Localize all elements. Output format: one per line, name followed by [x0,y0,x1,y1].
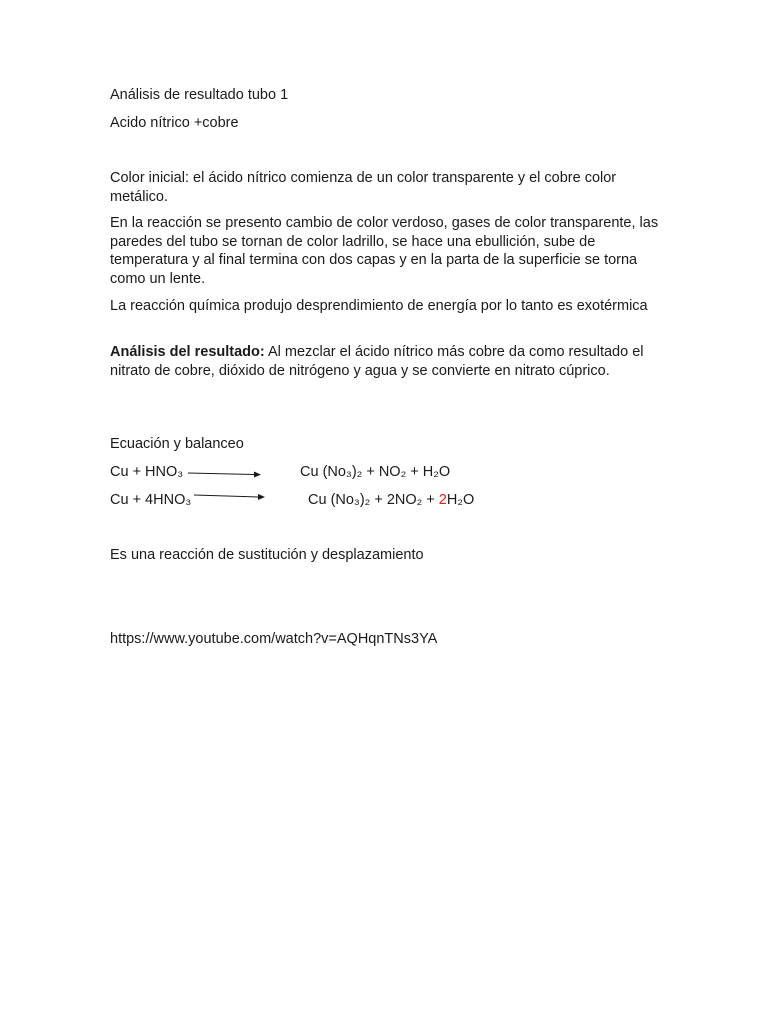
equation-2-products [308,491,474,509]
equation-2-products-prefix: Cu (No₃)₂ + 2NO₂ + [308,492,439,508]
equation-heading: Ecuación y balanceo [110,436,244,452]
paragraph-reaccion: En la reacción se presento cambio de color verdoso, gases de color transparente, las paredes del tubo se tornan de color ladrillo, se hace una ebullición, sube de temperatura y al final termina con dos capas y en la parta de la superficie se torna como un lente. [110,215,659,287]
document-subtitle: Acido nítrico +cobre [110,115,239,131]
arrow-icon [188,469,262,479]
paragraph-energia: La reacción química produjo desprendimiento de energía por lo tanto es exotérmica [110,298,648,314]
equation-2-highlight-coefficient: 2 [438,492,447,508]
equation-2-products-suffix: H₂O [446,492,475,508]
equation-1-products [300,463,450,481]
equation-1-products-text: Cu (No₃)₂ + NO₂ + H₂O [300,464,451,480]
arrow-icon [194,492,266,502]
equation-1-reactants: Cu + HNO₃ [110,464,184,480]
paragraph-analisis [110,343,660,380]
conclusion-text: Es una reacción de sustitución y desplazamiento [110,547,424,563]
equation-2-reactants: Cu + 4HNO₃ [110,492,192,508]
analisis-label: Análisis del resultado: [110,344,265,360]
document-title: Análisis de resultado tubo 1 [110,87,289,103]
analisis-text: Al mezclar el ácido nítrico más cobre da como resultado el nitrato de cobre, dióxido de nitrógeno y agua y se convierte en nitrato cúprico. [110,344,644,379]
reference-link[interactable]: https://www.youtube.com/watch?v=AQHqnTNs3YA [110,631,438,647]
paragraph-color-inicial: Color inicial: el ácido nítrico comienza de un color transparente y el cobre color metálico. [110,170,617,205]
